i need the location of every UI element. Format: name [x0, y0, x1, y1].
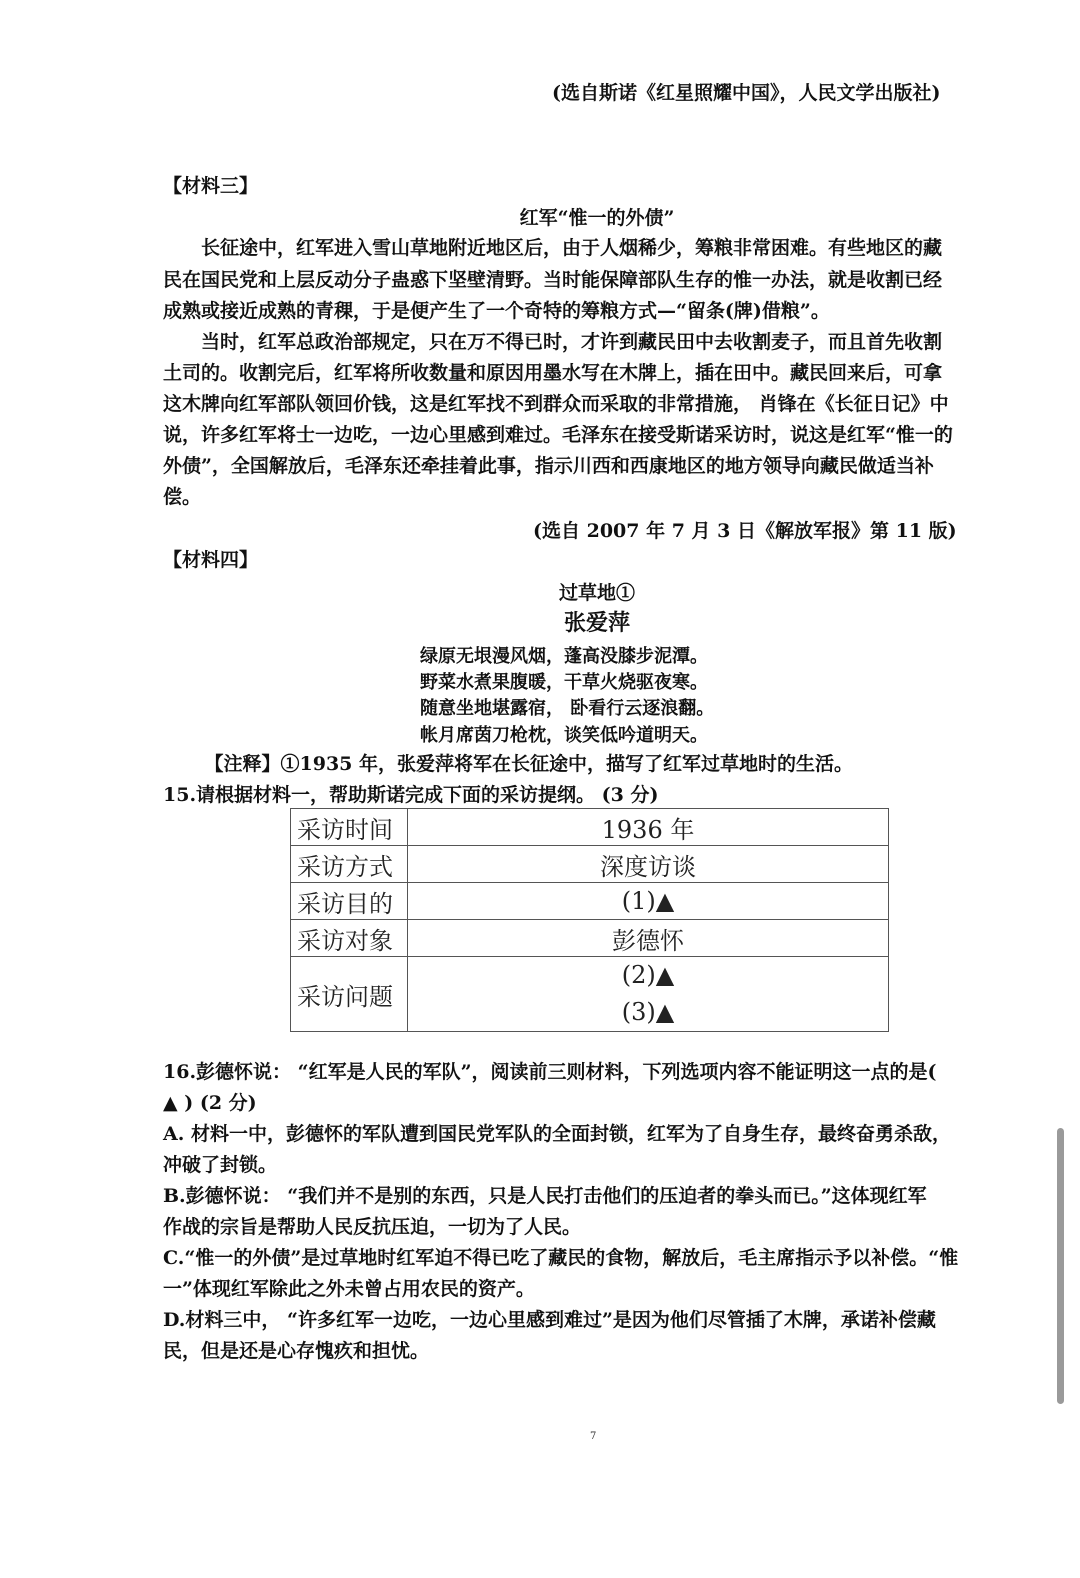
table-row	[291, 957, 889, 1032]
vertical-scrollbar[interactable]	[1057, 1128, 1064, 1404]
poem-line: 帐月席茵刀枪枕，谈笑低吟道明天。	[420, 725, 708, 746]
material-three-line: 说，许多红军将士一边吃，一边心里感到难过。毛泽东在接受斯诺采访时，说这是红军“惟一的	[163, 424, 953, 446]
interview-outline-table	[290, 808, 889, 1032]
option-a-line: 冲破了封锁。	[163, 1154, 278, 1176]
table-cell-value: 1936 年	[408, 809, 889, 846]
material-three-line: 当时，红军总政治部规定，只在万不得已时，才许到藏民田中去收割麦子，而且首先收割	[163, 331, 943, 353]
table-cell-label: 采访时间	[291, 809, 408, 846]
question-16-line: ▲ ) (2 分)	[163, 1092, 257, 1114]
material-four-label: 【材料四】	[163, 549, 259, 571]
option-b-line: B.彭德怀说： “我们并不是别的东西，只是人民打击他们的压迫者的拳头而已。”这体现红军	[163, 1185, 927, 1207]
source-citation-snow: (选自斯诺《红星照耀中国》，人民文学出版社)	[552, 82, 941, 104]
option-c-line: C.“惟一的外债”是过草地时红军迫不得已吃了藏民的食物，解放后，毛主席指示予以补偿。“惟	[163, 1247, 959, 1269]
table-cell-value: 彭德怀	[408, 920, 889, 957]
table-row	[291, 809, 889, 846]
question-16-line: 16.彭德怀说： “红军是人民的军队”，阅读前三则材料，下列选项内容不能证明这一点的是(	[163, 1061, 937, 1083]
table-cell-label: 采访问题	[291, 957, 408, 1032]
material-three-line: 土司的。收割完后，红军将所收数量和原因用墨水写在木牌上，插在田中。藏民回来后，可拿	[163, 362, 943, 384]
table-cell-label: 采访目的	[291, 883, 408, 920]
poem-title: 过草地①	[558, 582, 635, 604]
table-cell-value: 深度访谈	[408, 846, 889, 883]
poem-annotation: 【注释】①1935 年，张爱萍将军在长征途中，描写了红军过草地时的生活。	[195, 753, 853, 775]
material-three-line: 偿。	[163, 486, 202, 508]
poem-line: 绿原无垠漫风烟，蓬高没膝步泥潭。	[420, 646, 708, 667]
table-row	[291, 846, 889, 883]
material-three-line: 民在国民党和上层反动分子蛊惑下坚壁清野。当时能保障部队生存的惟一办法，就是收割已经	[163, 269, 943, 291]
page-number: 7	[590, 1431, 597, 1442]
table-cell-label: 采访对象	[291, 920, 408, 957]
option-b-line: 作战的宗旨是帮助人民反抗压迫，一切为了人民。	[163, 1216, 582, 1238]
poem-author: 张爱萍	[563, 610, 630, 636]
option-c-line: 一”体现红军除此之外未曾占用农民的资产。	[163, 1278, 535, 1300]
table-cell-answer-blanks	[408, 957, 889, 1032]
table-row	[291, 920, 889, 957]
question-15-stem: 15.请根据材料一，帮助斯诺完成下面的采访提纲。 (3 分)	[163, 784, 659, 806]
answer-blank-3: (3)▲	[621, 998, 675, 1026]
table-cell-answer-blank: (1)▲	[408, 883, 889, 920]
material-three-line: 成熟或接近成熟的青稞，于是便产生了一个奇特的筹粮方式—“留条(牌)借粮”。	[163, 300, 830, 322]
material-three-line: 长征途中，红军进入雪山草地附近地区后，由于人烟稀少，筹粮非常困难。有些地区的藏	[163, 237, 943, 259]
material-three-line: 外债”，全国解放后，毛泽东还牵挂着此事，指示川西和西康地区的地方领导向藏民做适当补	[163, 455, 934, 477]
material-three-label: 【材料三】	[163, 175, 259, 197]
table-cell-label: 采访方式	[291, 846, 408, 883]
material-three-title: 红军“惟一的外债”	[519, 207, 675, 229]
option-d-line: D.材料三中， “许多红军一边吃，一边心里感到难过”是因为他们尽管插了木牌，承诺补偿藏	[163, 1309, 936, 1331]
material-three-line: 这木牌向红军部队领回价钱，这是红军找不到群众而采取的非常措施， 肖锋在《长征日记》中	[163, 393, 949, 415]
poem-line: 野菜水煮果腹暖，干草火烧驱夜寒。	[420, 672, 708, 693]
answer-blank-2: (2)▲	[621, 961, 675, 989]
option-d-line: 民，但是还是心存愧疚和担忧。	[163, 1340, 430, 1362]
source-citation-pla-daily: (选自 2007 年 7 月 3 日《解放军报》第 11 版)	[533, 520, 957, 542]
table-row	[291, 883, 889, 920]
poem-line: 随意坐地堪露宿， 卧看行云逐浪翻。	[420, 698, 715, 719]
option-a-line: A. 材料一中，彭德怀的军队遭到国民党军队的全面封锁，红军为了自身生存，最终奋勇杀敌，	[163, 1123, 951, 1145]
